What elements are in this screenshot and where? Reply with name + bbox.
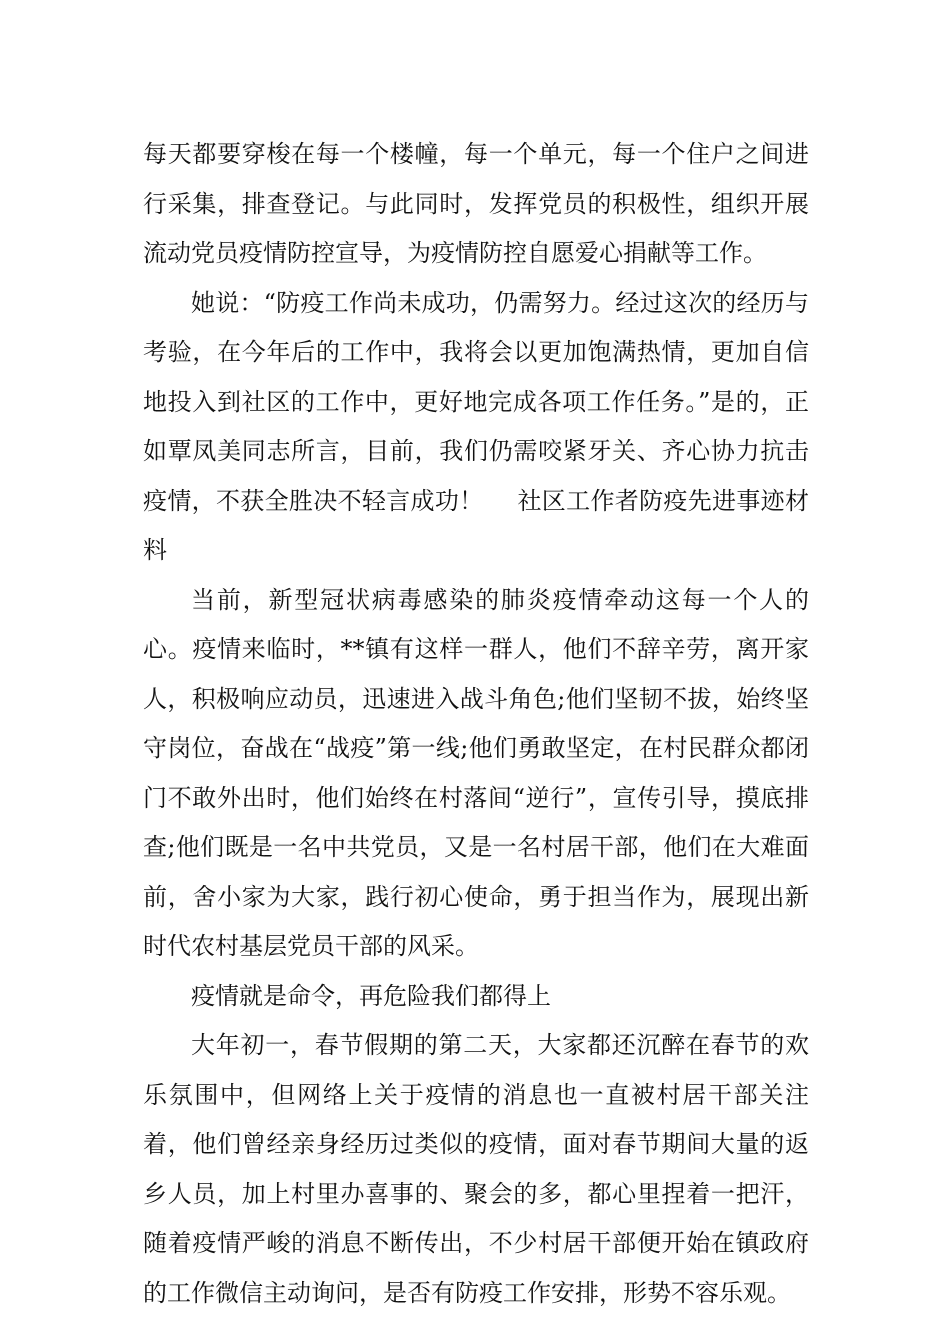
paragraph-quote	[143, 279, 809, 576]
paragraph-narrative: 大年初一，春节假期的第二天，大家都还沉醉在春节的欢乐氛围中，但网络上关于疫情的消息也一直被村居干部关注着，他们曾经亲身经历过类似的疫情，面对春节期间大量的返乡人员，加上村里办喜事的、聚会的多，都心里捏着一把汗，随着疫情严峻的消息不断传出，不少村居干部便开始在镇政府的工作微信主动询问，是否有防疫工作安排，形势不容乐观。	[143, 1031, 809, 1307]
inline-document-title: 社区工作者防疫先进事迹材料	[143, 486, 810, 564]
paragraph-intro: 当前，新型冠状病毒感染的肺炎疫情牵动这每一个人的心。疫情来临时，**镇有这样一群人，他们不辞辛劳，离开家人，积极响应动员，迅速进入战斗角色;他们坚韧不拔，始终坚守岗位，奋战在“战疫”第一线;他们勇敢坚定，在村民群众都闭门不敢外出时，他们始终在村落间“逆行”，宣传引导，摸底排查;他们既是一名中共党员，又是一名村居干部，他们在大难面前，舍小家为大家，践行初心使命，勇于担当作为，展现出新时代农村基层党员干部的风采。	[143, 585, 809, 960]
paragraph-quote-text: 她说：“防疫工作尚未成功，仍需努力。经过这次的经历与考验，在今年后的工作中，我将会以更加饱满热情，更加自信地投入到社区的工作中，更好地完成各项工作任务。”是的，正如覃凤美同志所言，目前，我们仍需咬紧牙关、齐心协力抗击疫情，不获全胜决不轻言成功！	[143, 288, 809, 515]
document-body	[143, 130, 809, 1318]
section-heading: 疫情就是命令，再危险我们都得上	[191, 981, 551, 1010]
paragraph-continuation: 每天都要穿梭在每一个楼幢，每一个单元，每一个住户之间进行采集，排查登记。与此同时，发挥党员的积极性，组织开展流动党员疫情防控宣导，为疫情防控自愿爱心捐献等工作。	[143, 140, 809, 267]
